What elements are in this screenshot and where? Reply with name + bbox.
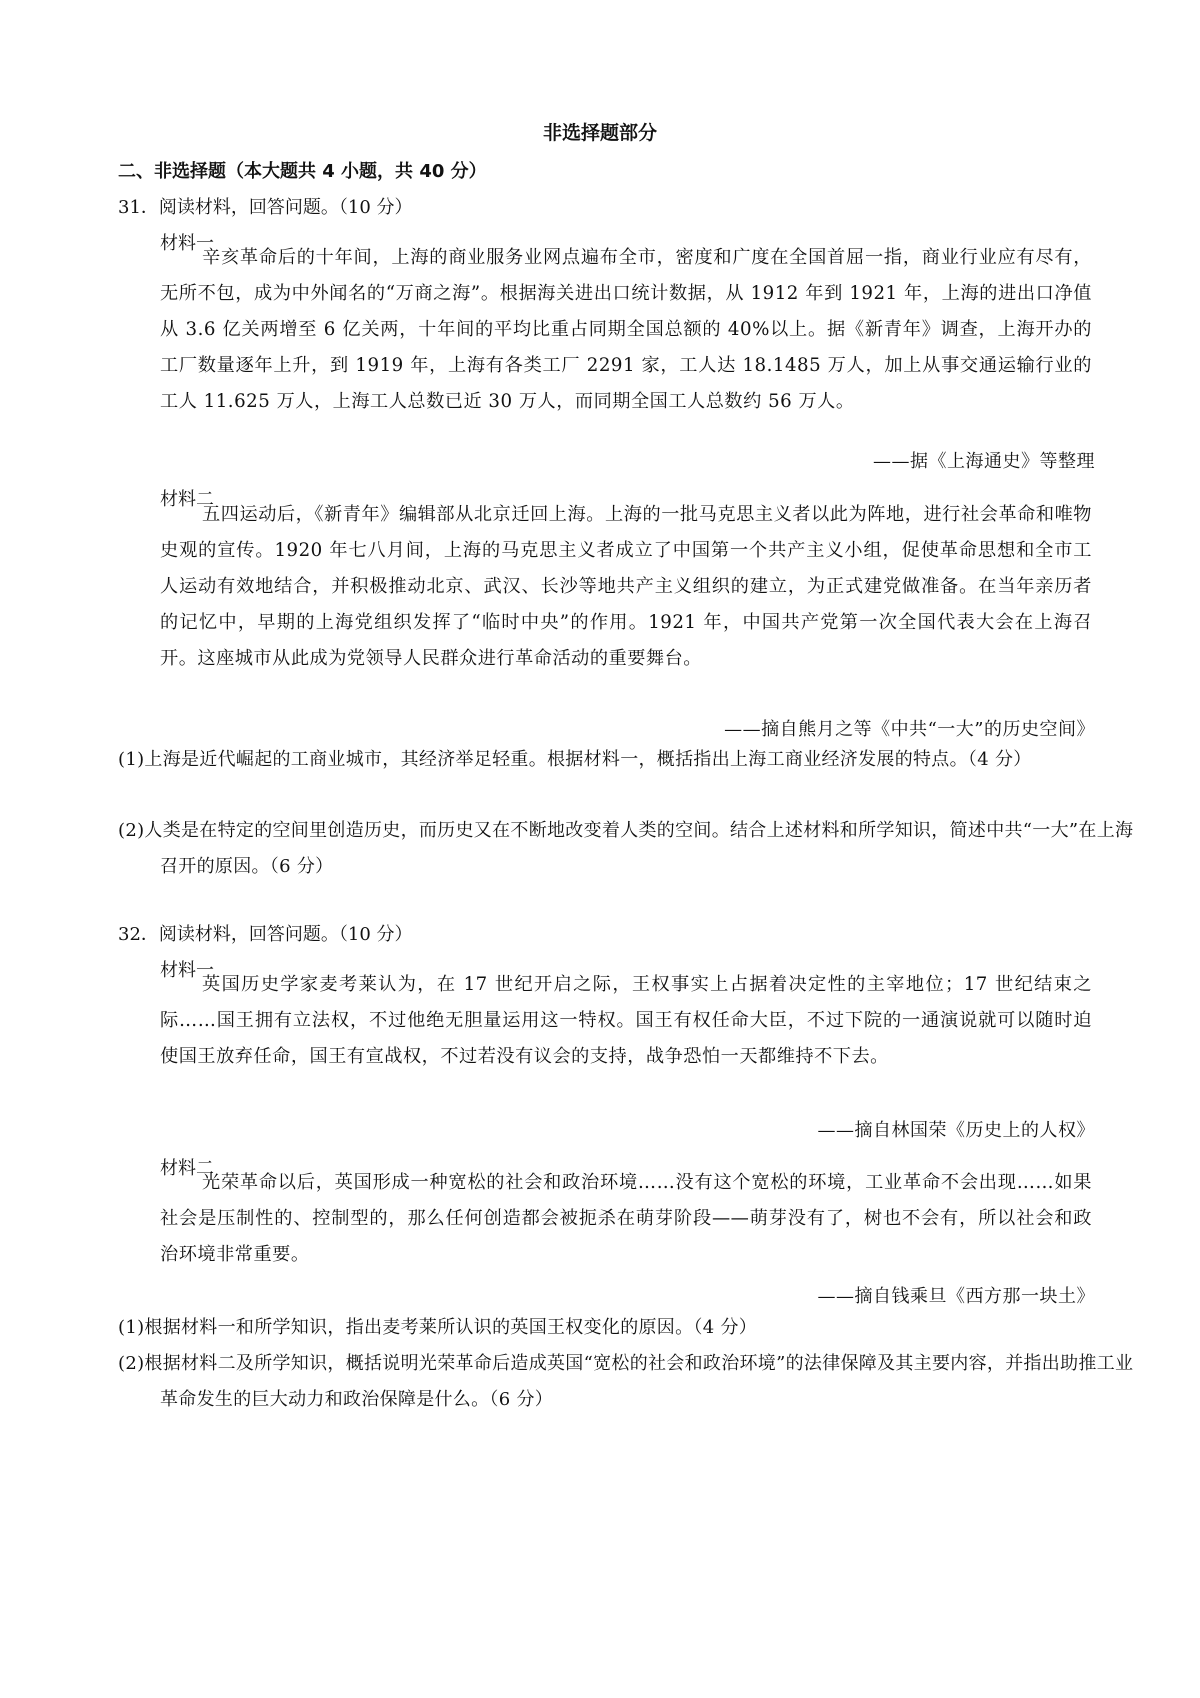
q32-material-1-source: ——摘自林国荣《历史上的人权》 <box>817 1120 1095 1141</box>
q31-material-2-text: 五四运动后，《新青年》编辑部从北京迁回上海。上海的一批马克思主义者以此为阵地，进行社会革命和唯物史观的宣传。1920 年七八月间，上海的马克思主义者成立了中国第一个共产主义小组，促使革命思想和全市工人运动有效地结合，并积极推动北京、武汉、长沙等地共产主义组织的建立，为正式建党做准备。在当年亲历者的记忆中，早期的上海党组织发挥了“临时中央”的作用。1921 年，中国共产党第一次全国代表大会在上海召开。这座城市从此成为党领导人民群众进行革命活动的重要舞台。 <box>160 504 1092 669</box>
q32-material-2-label: 材料二 <box>160 1158 214 1179</box>
q31-material-1-label: 材料一 <box>160 233 214 254</box>
q31-material-2-label: 材料二 <box>160 489 214 510</box>
q31-material-2-source: ——摘自熊月之等《中共“一大”的历史空间》 <box>724 719 1095 740</box>
question-32-heading: 32．阅读材料，回答问题。（10 分） <box>118 924 413 945</box>
q31-subquestion-1: (1)上海是近代崛起的工商业城市，其经济举足轻重。根据材料一，概括指出上海工商业经济发展的特点。（4 分） <box>118 749 1032 770</box>
q32-material-1-label: 材料一 <box>160 960 214 981</box>
page-title: 非选择题部分 <box>542 122 657 144</box>
question-31-heading: 31．阅读材料，回答问题。（10 分） <box>118 197 413 218</box>
q32-material-1-text: 英国历史学家麦考莱认为，在 17 世纪开启之际，王权事实上占据着决定性的主宰地位；17 世纪结束之际……国王拥有立法权，不过他绝无胆量运用这一特权。国王有权任命大臣，不过下院的一通演说就可以随时迫使国王放弃任命，国王有宣战权，不过若没有议会的支持，战争恐怕一天都维持不下去。 <box>160 974 1092 1067</box>
q31-material-1-source: ——据《上海通史》等整理 <box>873 451 1095 472</box>
section-heading: 二、非选择题（本大题共 4 小题，共 40 分） <box>118 161 487 182</box>
q32-material-2-source: ——摘自钱乘旦《西方那一块土》 <box>817 1286 1095 1307</box>
q31-subquestion-2: (2)人类是在特定的空间里创造历史，而历史又在不断地改变着人类的空间。结合上述材料和所学知识，简述中共“一大”在上海召开的原因。（6 分） <box>118 820 1134 877</box>
q31-material-1-text: 辛亥革命后的十年间，上海的商业服务业网点遍布全市，密度和广度在全国首屈一指，商业行业应有尽有，无所不包，成为中外闻名的“万商之海”。根据海关进出口统计数据，从 1912 年到 1921 年，上海的进出口净值从 3.6 亿关两增至 6 亿关两，十年间的平均比重占同期全国总额的 40%以上。据《新青年》调查，上海开办的工厂数量逐年上升，到 1919 年，上海有各类工厂 2291 家，工人达 18.1485 万人，加上从事交通运输行业的工人 11.625 万人，上海工人总数已近 30 万人，而同期全国工人总数约 56 万人。 <box>160 247 1092 412</box>
q32-material-2-text: 光荣革命以后，英国形成一种宽松的社会和政治环境……没有这个宽松的环境，工业革命不会出现……如果社会是压制性的、控制型的，那么任何创造都会被扼杀在萌芽阶段——萌芽没有了，树也不会有，所以社会和政治环境非常重要。 <box>160 1172 1092 1265</box>
q32-subquestion-1: (1)根据材料一和所学知识，指出麦考莱所认识的英国王权变化的原因。（4 分） <box>118 1317 758 1338</box>
q32-subquestion-2: (2)根据材料二及所学知识，概括说明光荣革命后造成英国“宽松的社会和政治环境”的法律保障及其主要内容，并指出助推工业革命发生的巨大动力和政治保障是什么。（6 分） <box>118 1353 1134 1410</box>
